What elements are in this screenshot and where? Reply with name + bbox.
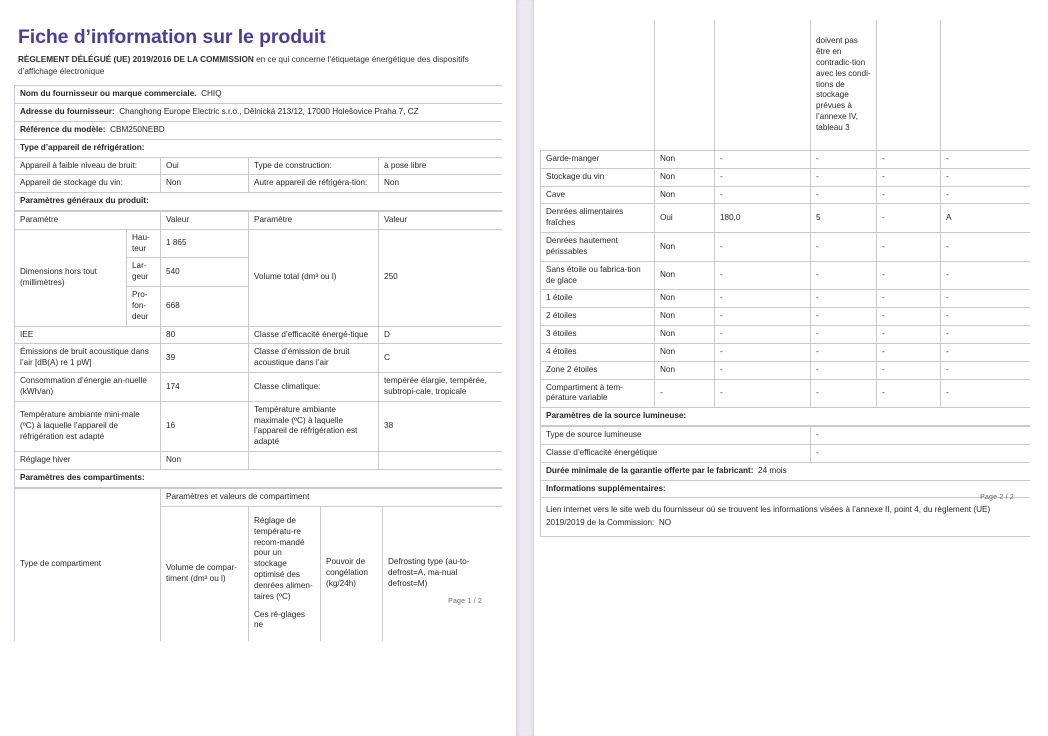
comp-present: - xyxy=(655,379,715,408)
comp-freezing: - xyxy=(877,168,941,186)
comp-temp: - xyxy=(811,151,877,169)
winter-setting-spacer-2 xyxy=(379,452,502,470)
table-row xyxy=(15,139,503,157)
dimensions-label: Dimensions hors tout (millimètres) xyxy=(15,229,127,326)
comp-present: Non xyxy=(655,343,715,361)
min-ambient-temp-label: Température ambiante mini-male (ºC) à laquelle l’appareil de réfrigération est adapté xyxy=(15,401,161,451)
table-row xyxy=(541,480,1031,498)
table-row xyxy=(541,427,1031,445)
light-source-class-value: - xyxy=(811,444,1031,462)
comp-freezing: - xyxy=(877,326,941,344)
continuation-spacer-freezing xyxy=(877,20,941,151)
comp-volume: - xyxy=(715,186,811,204)
climate-class-label: Classe climatique: xyxy=(249,373,379,402)
light-source-type-value: - xyxy=(811,427,1031,445)
table-row xyxy=(15,121,503,139)
comp-present: Non xyxy=(655,151,715,169)
table-row xyxy=(541,498,1031,537)
additional-info-cell xyxy=(541,498,1031,537)
total-volume-value: 250 xyxy=(379,229,502,326)
comp-type: Denrées hautement périssables xyxy=(541,233,655,262)
comp-defrost: - xyxy=(941,186,1031,204)
compartment-type-header: Type de compartiment xyxy=(15,488,161,640)
supplier-table xyxy=(14,85,502,211)
table-row xyxy=(541,343,1031,361)
comp-temp: 5 xyxy=(811,204,877,233)
comp-volume: - xyxy=(715,308,811,326)
wine-storage-label: Appareil de stockage du vin: xyxy=(15,175,161,193)
dimension-height-value: 1 865 xyxy=(161,229,249,258)
other-appliance-label: Autre appareil de réfrigéra-tion: xyxy=(249,175,379,193)
comp-freezing: - xyxy=(877,151,941,169)
table-row xyxy=(15,157,503,175)
table-row xyxy=(15,175,503,193)
comp-type: 3 étoiles xyxy=(541,326,655,344)
table-row xyxy=(15,344,503,373)
table-row xyxy=(541,326,1031,344)
table-row xyxy=(541,168,1031,186)
compartments-section-title: Paramètres des compartiments: xyxy=(15,469,503,487)
comp-defrost: A xyxy=(941,204,1031,233)
general-params-table xyxy=(14,211,502,488)
table-row xyxy=(541,204,1031,233)
compartment-temp-setting-header xyxy=(249,506,321,641)
comp-type: 4 étoiles xyxy=(541,343,655,361)
comp-type: Sans étoile ou fabrica-tion de glace xyxy=(541,261,655,290)
comp-temp: - xyxy=(811,186,877,204)
wine-storage-value: Non xyxy=(161,175,249,193)
construction-type-label: Type de construction: xyxy=(249,157,379,175)
comp-present: Non xyxy=(655,186,715,204)
compartment-freezing-header: Pouvoir de congélation (kg/24h) xyxy=(321,506,383,641)
comp-present: Non xyxy=(655,261,715,290)
light-source-table xyxy=(540,426,1030,537)
comp-temp: - xyxy=(811,361,877,379)
comp-temp: - xyxy=(811,290,877,308)
comp-volume: 180,0 xyxy=(715,204,811,233)
table-row xyxy=(15,104,503,122)
comp-defrost: - xyxy=(941,308,1031,326)
page-2-content xyxy=(540,0,1030,537)
table-row xyxy=(541,462,1031,480)
winter-setting-spacer-1 xyxy=(249,452,379,470)
comp-type: Denrées alimentaires fraîches xyxy=(541,204,655,233)
compartment-temp-setting-cont: Ces ré-glages ne xyxy=(254,609,305,630)
page-1-footer: Page 1 / 2 xyxy=(448,597,482,605)
comp-volume: - xyxy=(715,233,811,262)
table-row xyxy=(15,229,503,258)
low-noise-value: Oui xyxy=(161,157,249,175)
table-row xyxy=(541,151,1031,169)
annual-consumption-label: Consommation d’énergie an-nuelle (kWh/an) xyxy=(15,373,161,402)
table-row xyxy=(541,186,1031,204)
winter-setting-label: Réglage hiver xyxy=(15,452,161,470)
comp-volume: - xyxy=(715,343,811,361)
compartment-group-header: Paramètres et valeurs de compartiment xyxy=(161,488,503,506)
table-row xyxy=(541,20,1031,151)
comp-volume: - xyxy=(715,290,811,308)
comp-freezing: - xyxy=(877,186,941,204)
table-row xyxy=(15,212,503,230)
dimension-depth-value: 668 xyxy=(161,287,249,326)
regulation-prefix: RÈGLEMENT DÉLÉGUÉ (UE) 2019/2016 DE LA COMMISSION xyxy=(18,55,254,65)
warranty-label: Durée minimale de la garantie offerte par le fabricant: xyxy=(546,465,754,475)
compartment-temp-setting-text: Réglage de températu-re recom-mandé pour un stockage optimisé des denrées alimen-taires (ºC) xyxy=(254,515,313,601)
page-2 xyxy=(534,0,1048,736)
comp-freezing: - xyxy=(877,204,941,233)
comp-temp: - xyxy=(811,261,877,290)
noise-emission-value: 39 xyxy=(161,344,249,373)
annual-consumption-value: 174 xyxy=(161,373,249,402)
supplier-address-label: Adresse du fournisseur: xyxy=(20,107,115,117)
compartments-header-table xyxy=(14,488,502,641)
light-source-type-label: Type de source lumineuse xyxy=(541,427,811,445)
regulation-rest: en ce qui concerne l’étiquetage énergétique des dispositifs d’affichage électronique xyxy=(18,55,469,77)
comp-defrost: - xyxy=(941,326,1031,344)
page-1 xyxy=(0,0,516,736)
comp-present: Non xyxy=(655,361,715,379)
continuation-spacer-volume xyxy=(715,20,811,151)
table-row xyxy=(15,401,503,451)
winter-setting-value: Non xyxy=(161,452,249,470)
supplier-link-value: NO xyxy=(658,517,672,527)
gp-col-header-value-2: Valeur xyxy=(379,212,502,230)
comp-volume: - xyxy=(715,379,811,408)
page-gutter xyxy=(516,0,534,736)
table-row xyxy=(541,233,1031,262)
comp-type: 1 étoile xyxy=(541,290,655,308)
table-row xyxy=(15,86,503,104)
model-ref-label: Référence du modèle: xyxy=(20,124,106,134)
supplier-address-cell xyxy=(15,104,503,122)
dimension-height-label: Hau-teur xyxy=(127,229,161,258)
comp-defrost: - xyxy=(941,361,1031,379)
model-ref-value: CBM250NEBD xyxy=(110,124,165,134)
table-row xyxy=(15,326,503,344)
light-source-section-title: Paramètres de la source lumineuse: xyxy=(541,408,1031,426)
comp-type: Garde-manger xyxy=(541,151,655,169)
page-2-footer: Page 2 / 2 xyxy=(980,493,1014,501)
max-ambient-temp-value: 38 xyxy=(379,401,502,451)
table-row xyxy=(541,308,1031,326)
comp-freezing: - xyxy=(877,233,941,262)
comp-temp: - xyxy=(811,326,877,344)
continuation-spacer-type xyxy=(541,20,655,151)
compartment-volume-header: Volume de compar-timent (dm³ ou l) xyxy=(161,506,249,641)
continuation-spacer-present xyxy=(655,20,715,151)
table-row xyxy=(541,361,1031,379)
comp-freezing: - xyxy=(877,361,941,379)
noise-class-value: C xyxy=(379,344,502,373)
dimension-depth-label: Pro-fon-deur xyxy=(127,287,161,326)
comp-volume: - xyxy=(715,151,811,169)
supplier-name-cell xyxy=(15,86,503,104)
supplier-address-value: Changhong Europe Electric s.r.o., Dělnická 213/12, 17000 Holešovice Praha 7, CZ xyxy=(119,107,419,117)
general-params-section-title: Paramètres généraux du produit: xyxy=(15,193,503,211)
comp-volume: - xyxy=(715,361,811,379)
table-row xyxy=(15,469,503,487)
comp-freezing: - xyxy=(877,308,941,326)
comp-defrost: - xyxy=(941,261,1031,290)
comp-temp: - xyxy=(811,343,877,361)
comp-freezing: - xyxy=(877,290,941,308)
comp-present: Non xyxy=(655,168,715,186)
comp-freezing: - xyxy=(877,379,941,408)
table-row xyxy=(541,379,1031,408)
min-ambient-temp-value: 16 xyxy=(161,401,249,451)
gp-col-header-param-2: Paramètre xyxy=(249,212,379,230)
table-row xyxy=(15,373,503,402)
comp-defrost: - xyxy=(941,343,1031,361)
comp-volume: - xyxy=(715,168,811,186)
supplier-name-value: CHIQ xyxy=(201,89,222,99)
comp-volume: - xyxy=(715,261,811,290)
table-row xyxy=(15,452,503,470)
climate-class-value: tempérée élargie, tempérée, subtropi-cale, tropicale xyxy=(379,373,502,402)
dimension-width-value: 540 xyxy=(161,258,249,287)
comp-defrost: - xyxy=(941,151,1031,169)
compartments-continuation-table xyxy=(540,20,1030,426)
comp-temp: - xyxy=(811,379,877,408)
comp-type: Zone 2 étoiles xyxy=(541,361,655,379)
comp-temp: - xyxy=(811,233,877,262)
warranty-value: 24 mois xyxy=(758,465,787,475)
additional-info-section-title: Informations supplémentaires: xyxy=(541,480,1031,498)
energy-class-label: Classe d’efficacité énergé-tique xyxy=(249,326,379,344)
comp-defrost: - xyxy=(941,290,1031,308)
comp-type: Stockage du vin xyxy=(541,168,655,186)
warranty-cell xyxy=(541,462,1031,480)
table-row xyxy=(15,488,503,506)
iee-value: 80 xyxy=(161,326,249,344)
page-1-content xyxy=(14,0,502,641)
iee-label: IEE xyxy=(15,326,161,344)
noise-emission-label: Émissions de bruit acoustique dans l’air [dB(A) re 1 pW] xyxy=(15,344,161,373)
energy-class-value: D xyxy=(379,326,502,344)
comp-volume: - xyxy=(715,326,811,344)
comp-defrost: - xyxy=(941,233,1031,262)
comp-defrost: - xyxy=(941,168,1031,186)
max-ambient-temp-label: Température ambiante maximale (ºC) à laquelle l’appareil de réfrigération est adapté xyxy=(249,401,379,451)
comp-type: Compartiment à tem-pérature variable xyxy=(541,379,655,408)
construction-type-value: à pose libre xyxy=(379,157,503,175)
page-title: Fiche d’information sur le produit xyxy=(18,26,326,48)
total-volume-label: Volume total (dm³ ou l) xyxy=(249,229,379,326)
comp-present: Non xyxy=(655,326,715,344)
comp-temp: - xyxy=(811,168,877,186)
other-appliance-value: Non xyxy=(379,175,503,193)
continuation-spacer-defrost xyxy=(941,20,1031,151)
comp-freezing: - xyxy=(877,343,941,361)
table-row xyxy=(541,444,1031,462)
compartment-defrost-header: Defrosting type (au-to-defrost=A, ma-nual defrost=M) xyxy=(383,506,503,641)
comp-type: Cave xyxy=(541,186,655,204)
low-noise-label: Appareil à faible niveau de bruit: xyxy=(15,157,161,175)
gp-col-header-value-1: Valeur xyxy=(161,212,249,230)
comp-defrost: - xyxy=(941,379,1031,408)
comp-type: 2 étoiles xyxy=(541,308,655,326)
table-row xyxy=(541,261,1031,290)
table-row xyxy=(541,408,1031,426)
comp-present: Oui xyxy=(655,204,715,233)
gp-col-header-param-1: Paramètre xyxy=(15,212,161,230)
table-row xyxy=(15,193,503,211)
light-source-class-label: Classe d’efficacité énergétique xyxy=(541,444,811,462)
supplier-link-text: Lien internet vers le site web du fournisseur où se trouvent les informations visées à l’annexe II, point 4, du règlement (UE) 2019/2019 de la Commission: xyxy=(546,505,991,527)
model-ref-cell xyxy=(15,121,503,139)
comp-present: Non xyxy=(655,308,715,326)
noise-class-label: Classe d’émission de bruit acoustique dans l’air xyxy=(249,344,379,373)
comp-freezing: - xyxy=(877,261,941,290)
regulation-reference xyxy=(14,54,502,85)
continuation-temp-setting-text: doivent pas être en contradic-tion avec les condi-tions de stockage prévues à l’annexe IV, tableau 3 xyxy=(811,20,877,151)
comp-present: Non xyxy=(655,290,715,308)
comp-temp: - xyxy=(811,308,877,326)
comp-present: Non xyxy=(655,233,715,262)
dimension-width-label: Lar-geur xyxy=(127,258,161,287)
table-row xyxy=(541,290,1031,308)
supplier-name-label: Nom du fournisseur ou marque commerciale. xyxy=(20,89,197,99)
appliance-type-section-title: Type d’appareil de réfrigération: xyxy=(15,139,503,157)
